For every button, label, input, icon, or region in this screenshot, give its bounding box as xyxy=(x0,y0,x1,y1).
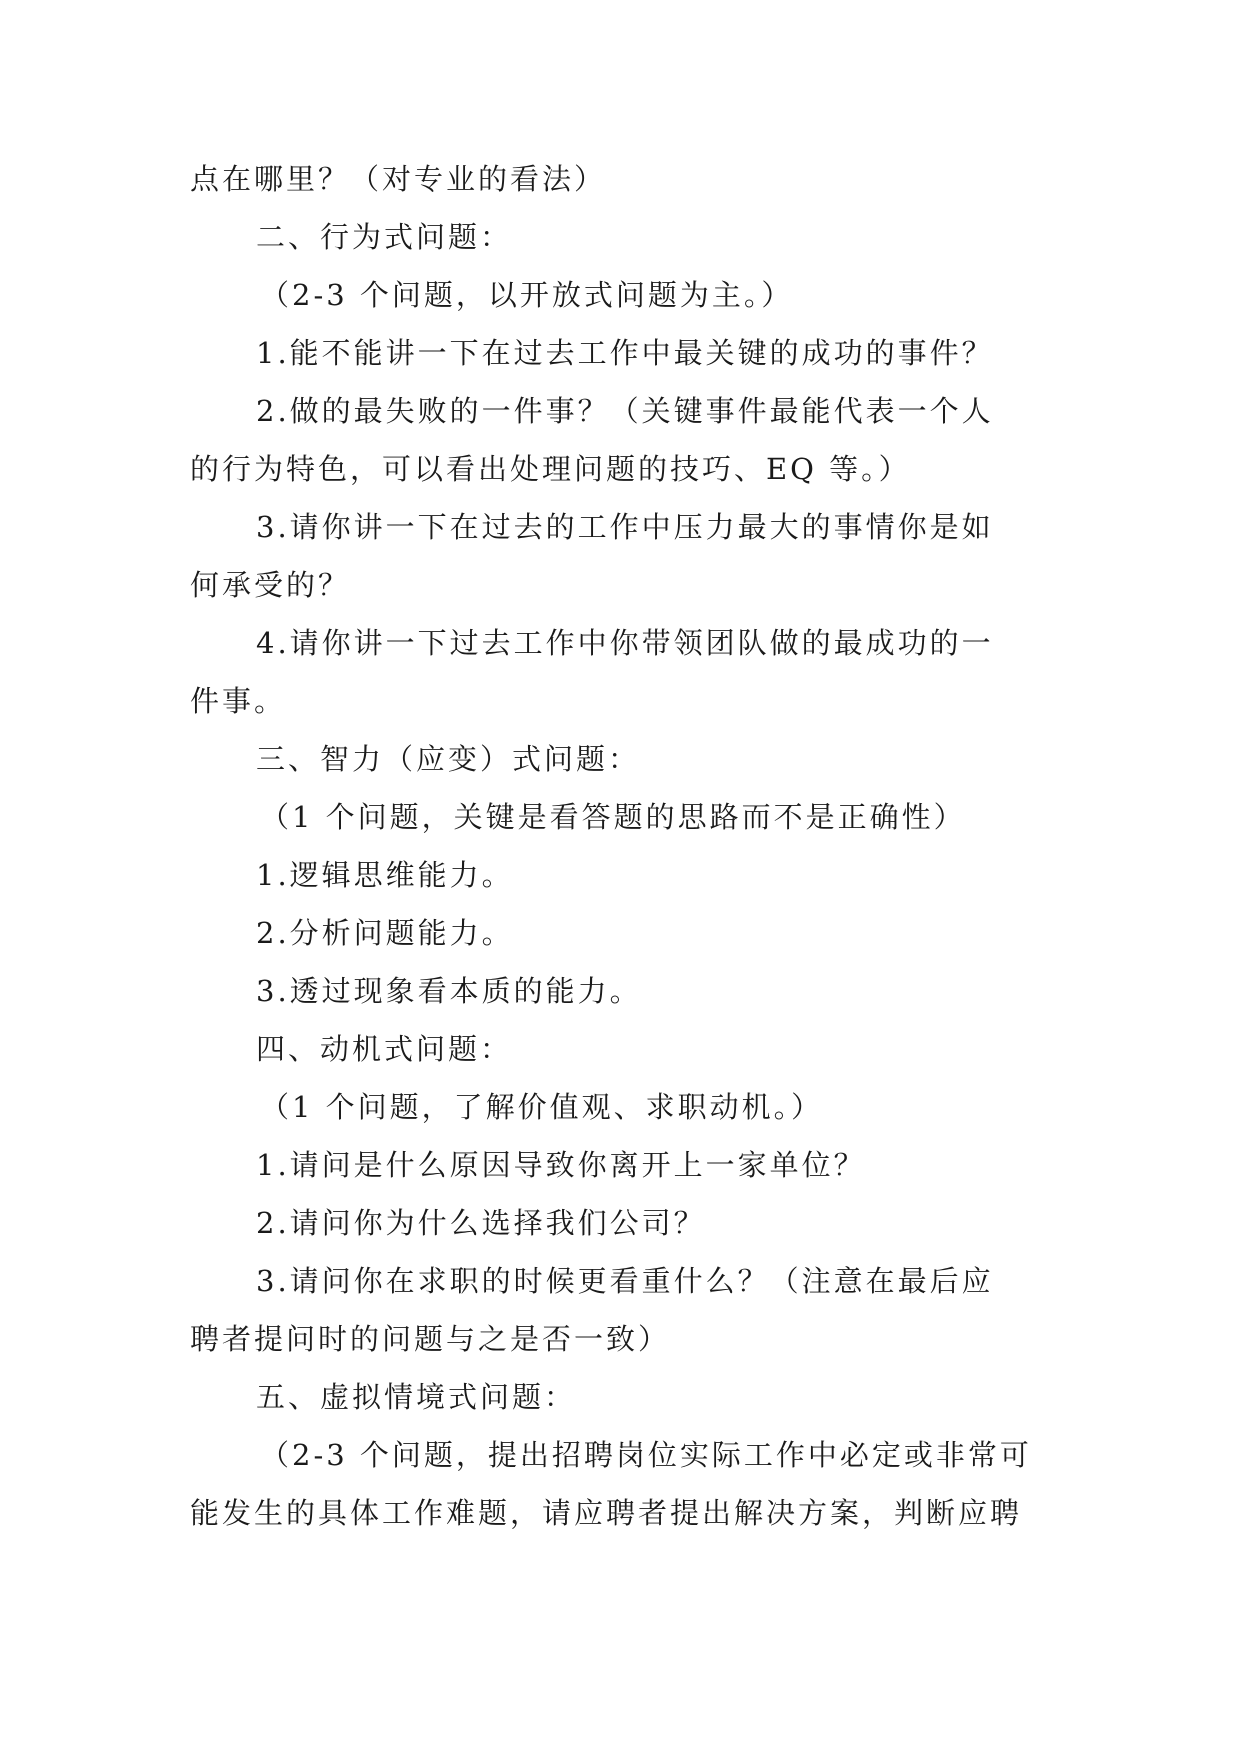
section-heading: 五、虚拟情境式问题： xyxy=(256,1380,577,1414)
text-line: 聘者提问时的问题与之是否一致） xyxy=(190,1322,671,1356)
document-body xyxy=(190,150,1060,1542)
section-heading: 四、动机式问题： xyxy=(256,1032,513,1066)
text-line: 能发生的具体工作难题，请应聘者提出解决方案，判断应聘 xyxy=(190,1496,1023,1530)
list-item: 2.请问你为什么选择我们公司？ xyxy=(256,1206,706,1240)
text-line: （2-3 个问题，提出招聘岗位实际工作中必定或非常可 xyxy=(260,1438,1032,1472)
list-item: 3.请你讲一下在过去的工作中压力最大的事情你是如 xyxy=(256,510,994,544)
list-item: 1.能不能讲一下在过去工作中最关键的成功的事件？ xyxy=(256,336,994,370)
list-item: 2.做的最失败的一件事？（关键事件最能代表一个人 xyxy=(256,394,994,428)
text-line: 件事。 xyxy=(190,684,287,718)
text-line: 的行为特色，可以看出处理问题的技巧、EQ 等。） xyxy=(190,452,911,486)
list-item: 1.请问是什么原因导致你离开上一家单位？ xyxy=(256,1148,866,1182)
list-item: 3.请问你在求职的时候更看重什么？（注意在最后应 xyxy=(256,1264,994,1298)
text-line: （1 个问题，关键是看答题的思路而不是正确性） xyxy=(260,800,966,834)
text-line: （1 个问题，了解价值观、求职动机。） xyxy=(260,1090,824,1124)
list-item: 2.分析问题能力。 xyxy=(256,916,514,950)
list-item: 3.透过现象看本质的能力。 xyxy=(256,974,642,1008)
list-item: 4.请你讲一下过去工作中你带领团队做的最成功的一 xyxy=(256,626,994,660)
section-heading: 二、行为式问题： xyxy=(256,220,513,254)
list-item: 1.逻辑思维能力。 xyxy=(256,858,514,892)
section-heading: 三、智力（应变）式问题： xyxy=(256,742,641,776)
text-line: （2-3 个问题，以开放式问题为主。） xyxy=(260,278,794,312)
text-line: 何承受的？ xyxy=(190,568,351,602)
text-line: 点在哪里？（对专业的看法） xyxy=(190,162,607,196)
